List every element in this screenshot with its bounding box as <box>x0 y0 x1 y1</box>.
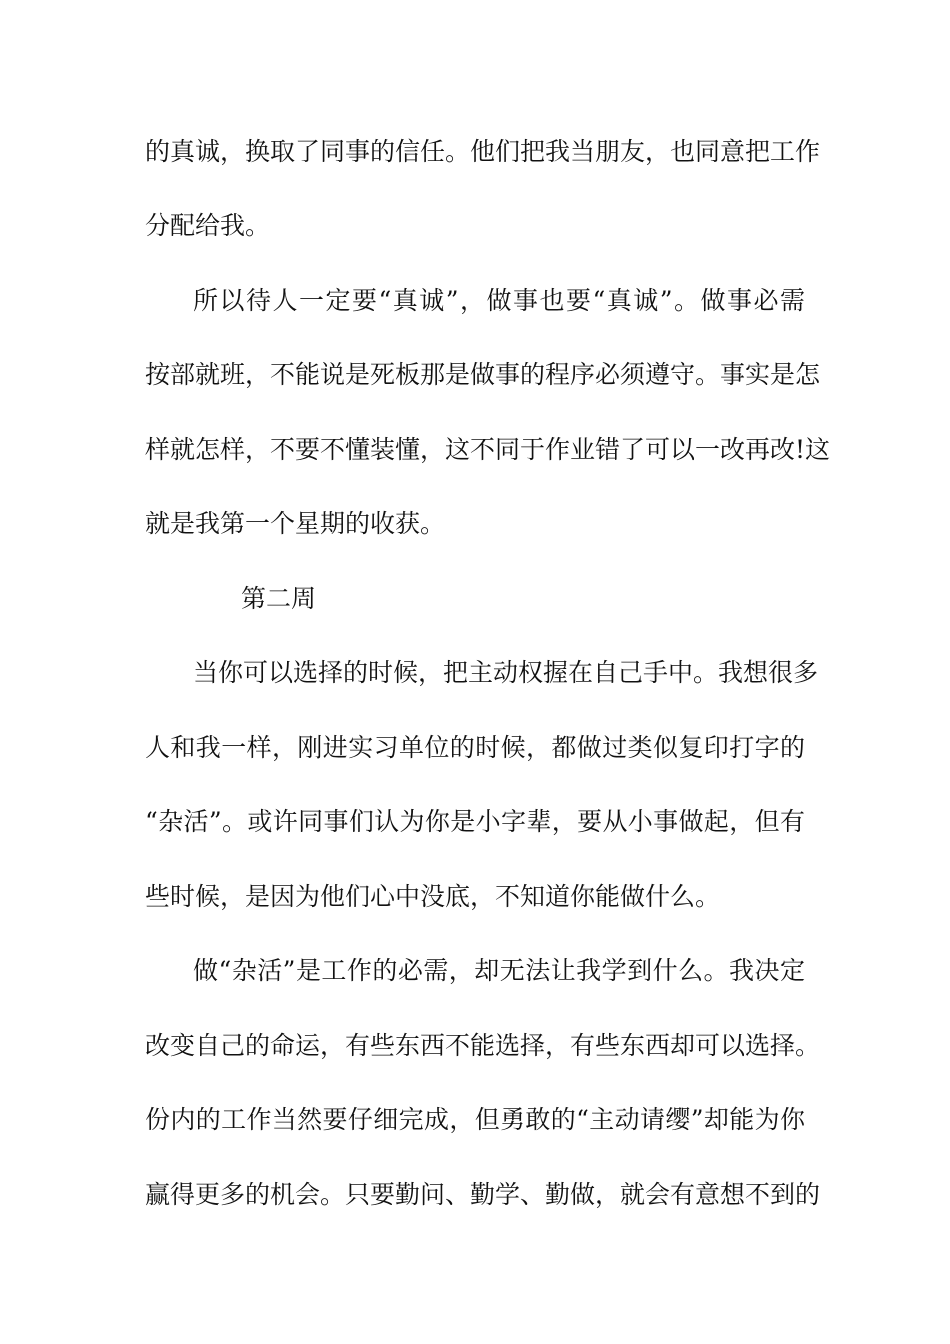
paragraph-line: 些时候，是因为他们心中没底，不知道你能做什么。 <box>145 882 721 911</box>
paragraph-line: 的真诚，换取了同事的信任。他们把我当朋友，也同意把工作 <box>145 137 821 166</box>
paragraph-line: 赢得更多的机会。只要勤问、勤学、勤做，就会有意想不到的 <box>145 1180 821 1209</box>
paragraph-line: 改变自己的命运，有些东西不能选择，有些东西却可以选择。 <box>145 1031 821 1060</box>
paragraph-line: 人和我一样，刚进实习单位的时候，都做过类似复印打字的 <box>145 733 805 762</box>
paragraph-line: 样就怎样，不要不懂装懂，这不同于作业错了可以一改再改!这 <box>145 435 831 464</box>
paragraph-line: 按部就班，不能说是死板那是做事的程序必须遵守。事实是怎 <box>145 360 821 389</box>
paragraph-line: 分配给我。 <box>145 211 271 240</box>
paragraph-line: 份内的工作当然要仔细完成，但勇敢的“主动请缨”却能为你 <box>145 1105 805 1134</box>
paragraph-line: 做“杂活”是工作的必需，却无法让我学到什么。我决定 <box>193 956 805 985</box>
paragraph-line: 就是我第一个星期的收获。 <box>145 509 446 538</box>
paragraph-line: “杂活”。或许同事们认为你是小字辈，要从小事做起，但有 <box>145 807 805 836</box>
section-heading: 第二周 <box>241 584 317 613</box>
paragraph-line: 所以待人一定要“真诚”，做事也要“真诚”。做事必需 <box>193 286 805 315</box>
paragraph-line: 当你可以选择的时候，把主动权握在自己手中。我想很多 <box>193 658 819 687</box>
